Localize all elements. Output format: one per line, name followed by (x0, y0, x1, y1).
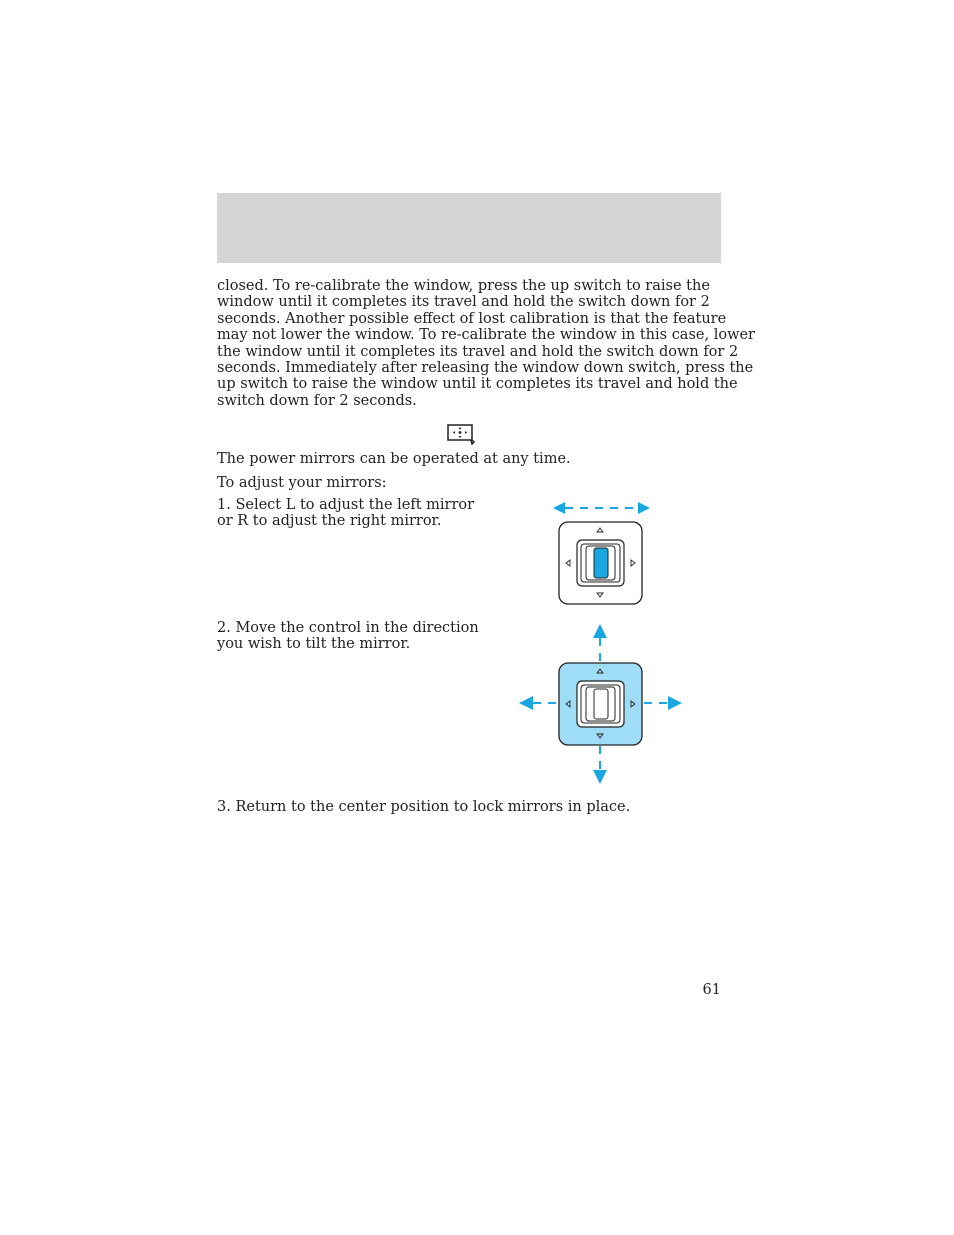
right-arrow (644, 696, 682, 710)
mirrors-operated-text: The power mirrors can be operated at any time. (217, 451, 571, 467)
down-arrow (593, 746, 607, 784)
paragraph-line: may not lower the window. To re-calibrate the window in this case, lower (217, 327, 755, 344)
paragraph-line: window until it completes its travel and hold the switch down for 2 (217, 294, 710, 311)
header-band (217, 193, 721, 263)
power-mirror-icon (446, 423, 476, 445)
step-2-text (217, 620, 477, 653)
step-1-text (217, 497, 477, 530)
paragraph-line: switch down for 2 seconds. (217, 392, 417, 409)
step-line: or R to adjust the right mirror. (217, 513, 442, 530)
paragraph-line: up switch to raise the window until it completes its travel and hold the (217, 376, 738, 393)
step-line: 1. Select L to adjust the left mirror (217, 497, 475, 513)
page-number: 61 (702, 982, 721, 998)
mirror-tilt-diagram (515, 620, 685, 790)
selector-knob (594, 689, 608, 719)
up-arrow (593, 624, 607, 662)
step-line: you wish to tilt the mirror. (217, 636, 411, 653)
left-right-arrow (553, 502, 650, 514)
step-3-text: 3. Return to the center position to lock mirrors in place. (217, 799, 631, 815)
recalibration-paragraph (217, 278, 755, 409)
mirror-select-diagram (540, 495, 660, 610)
step-line: 2. Move the control in the direction (217, 620, 479, 636)
paragraph-line: seconds. Immediately after releasing the window down switch, press the (217, 360, 754, 377)
left-arrow (519, 696, 558, 710)
paragraph-line: the window until it completes its travel and hold the switch down for 2 (217, 343, 739, 360)
lr-selector-knob (594, 548, 608, 578)
mirrors-intro-text: To adjust your mirrors: (217, 475, 387, 491)
paragraph-line: closed. To re-calibrate the window, press the up switch to raise the (217, 278, 710, 294)
paragraph-line: seconds. Another possible effect of lost calibration is that the feature (217, 310, 727, 327)
